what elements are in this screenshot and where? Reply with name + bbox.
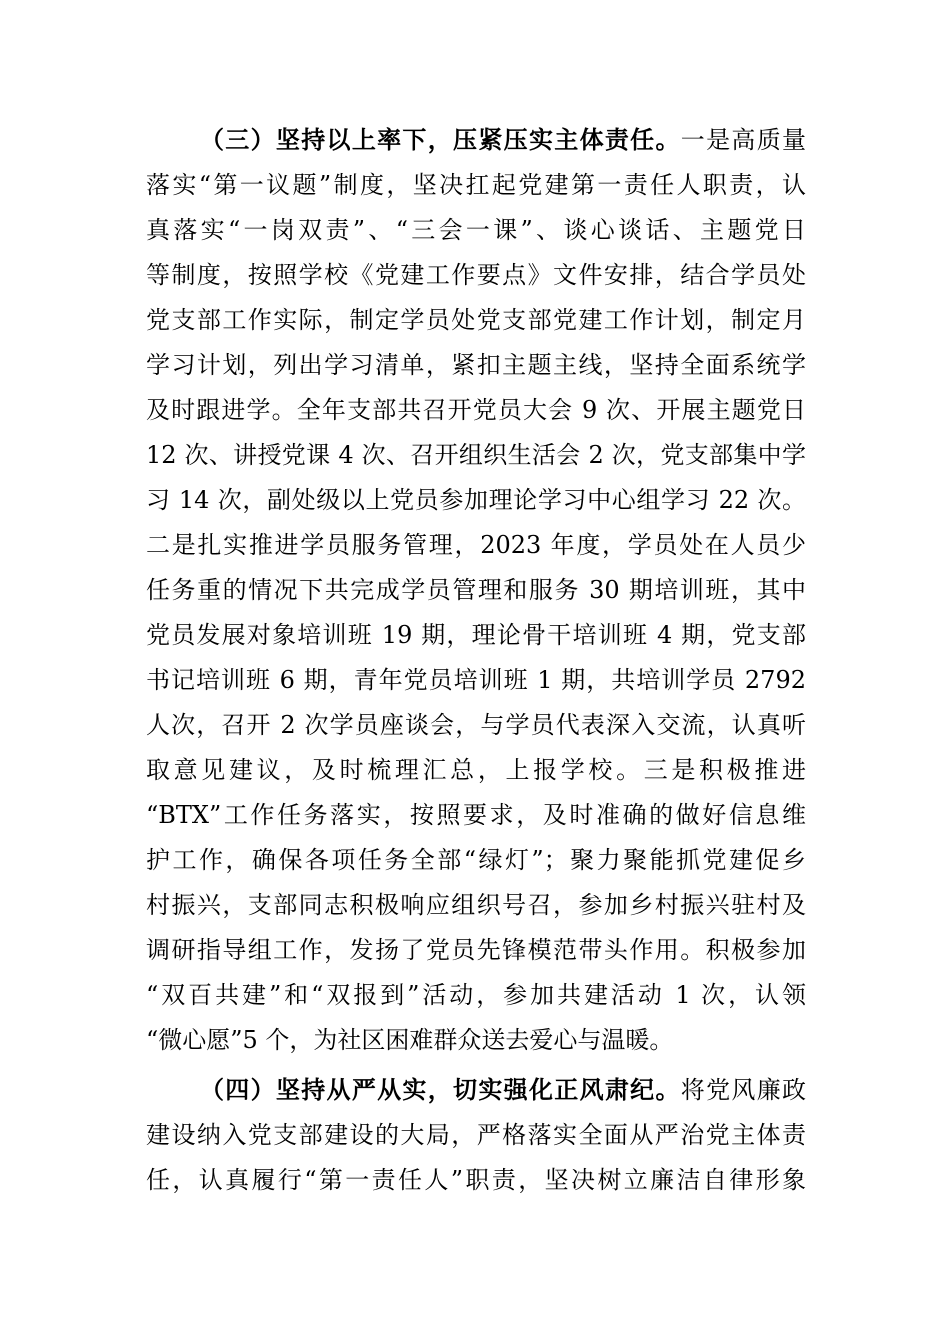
paragraph-3-line-9: [146, 478, 806, 522]
text-run: 取意见建议，及时梳理汇总，上报学校。三是积极推进: [146, 756, 806, 784]
paragraph-3-line-8: [146, 433, 806, 477]
text-run: 学习计划，列出学习清单，紧扣主题主线，坚持全面系统学: [146, 351, 806, 379]
text-run: 落实“第一议题”制度，坚决扛起党建第一责任人职责，认: [146, 171, 806, 199]
paragraph-3-line-14: [146, 703, 806, 747]
paragraph-3-line-11: [146, 568, 806, 612]
paragraph-3-line-19: [146, 928, 806, 972]
paragraph-3-line-13: [146, 658, 806, 702]
paragraph-3-line-2: [146, 163, 806, 207]
paragraph-3-line-3: [146, 208, 806, 252]
paragraph-3-line-16: [146, 793, 806, 837]
text-run: 二是扎实推进学员服务管理，2023 年度，学员处在人员少: [146, 531, 806, 559]
paragraph-3-line-12: [146, 613, 806, 657]
paragraph-3-line-6: [146, 343, 806, 387]
paragraph-3-line-15: [146, 748, 806, 792]
paragraph-3-heading: （三）坚持以上率下，压紧压实主体责任。: [200, 125, 681, 154]
paragraph-3-line-21: [146, 1018, 806, 1062]
text-run: 党员发展对象培训班 19 期，理论骨干培训班 4 期，党支部: [146, 621, 806, 649]
paragraph-3-line-4: [146, 253, 806, 297]
text-run: 及时跟进学。全年支部共召开党员大会 9 次、开展主题党日: [146, 396, 806, 424]
paragraph-3-line-7: [146, 388, 806, 432]
paragraph-3-line-17: [146, 838, 806, 882]
text-run: 党支部工作实际，制定学员处党支部党建工作计划，制定月: [146, 306, 806, 334]
text-run: “微心愿”5 个，为社区困难群众送去爱心与温暖。: [146, 1026, 674, 1054]
paragraph-4-heading: （四）坚持从严从实，切实强化正风肃纪。: [200, 1075, 681, 1104]
text-run: 一是高质量: [680, 126, 806, 154]
text-run: 调研指导组工作，发扬了党员先锋模范带头作用。积极参加: [146, 936, 806, 964]
paragraph-3-line-5: [146, 298, 806, 342]
text-run: 真落实“一岗双责”、“三会一课”、谈心谈话、主题党日: [146, 216, 806, 244]
text-run: 任务重的情况下共完成学员管理和服务 30 期培训班，其中: [146, 576, 806, 604]
text-run: 习 14 次，副处级以上党员参加理论学习中心组学习 22 次。: [146, 486, 806, 514]
paragraph-4-line-3: [146, 1158, 806, 1202]
paragraph-3-line-10: [146, 523, 806, 567]
text-run: 将党风廉政: [680, 1076, 806, 1104]
paragraph-3-line-20: [146, 973, 806, 1017]
text-run: 书记培训班 6 期，青年党员培训班 1 期，共培训学员 2792: [146, 666, 806, 694]
text-run: 12 次、讲授党课 4 次、召开组织生活会 2 次，党支部集中学: [146, 441, 806, 469]
text-run: “双百共建”和“双报到”活动，参加共建活动 1 次，认领: [146, 981, 806, 1009]
text-run: 等制度，按照学校《党建工作要点》文件安排，结合学员处: [146, 261, 806, 289]
text-run: 人次，召开 2 次学员座谈会，与学员代表深入交流，认真听: [146, 711, 806, 739]
paragraph-4-line-2: [146, 1113, 806, 1157]
text-run: “BTX”工作任务落实，按照要求，及时准确的做好信息维: [146, 801, 806, 829]
text-run: 任，认真履行“第一责任人”职责，坚决树立廉洁自律形象: [146, 1166, 806, 1194]
paragraph-3-line-18: [146, 883, 806, 927]
paragraph-3-line-1: [200, 118, 806, 162]
text-run: 建设纳入党支部建设的大局，严格落实全面从严治党主体责: [146, 1121, 806, 1149]
text-run: 护工作，确保各项任务全部“绿灯”；聚力聚能抓党建促乡: [146, 846, 806, 874]
paragraph-4-line-1: [200, 1068, 806, 1112]
text-run: 村振兴，支部同志积极响应组织号召，参加乡村振兴驻村及: [146, 891, 806, 919]
